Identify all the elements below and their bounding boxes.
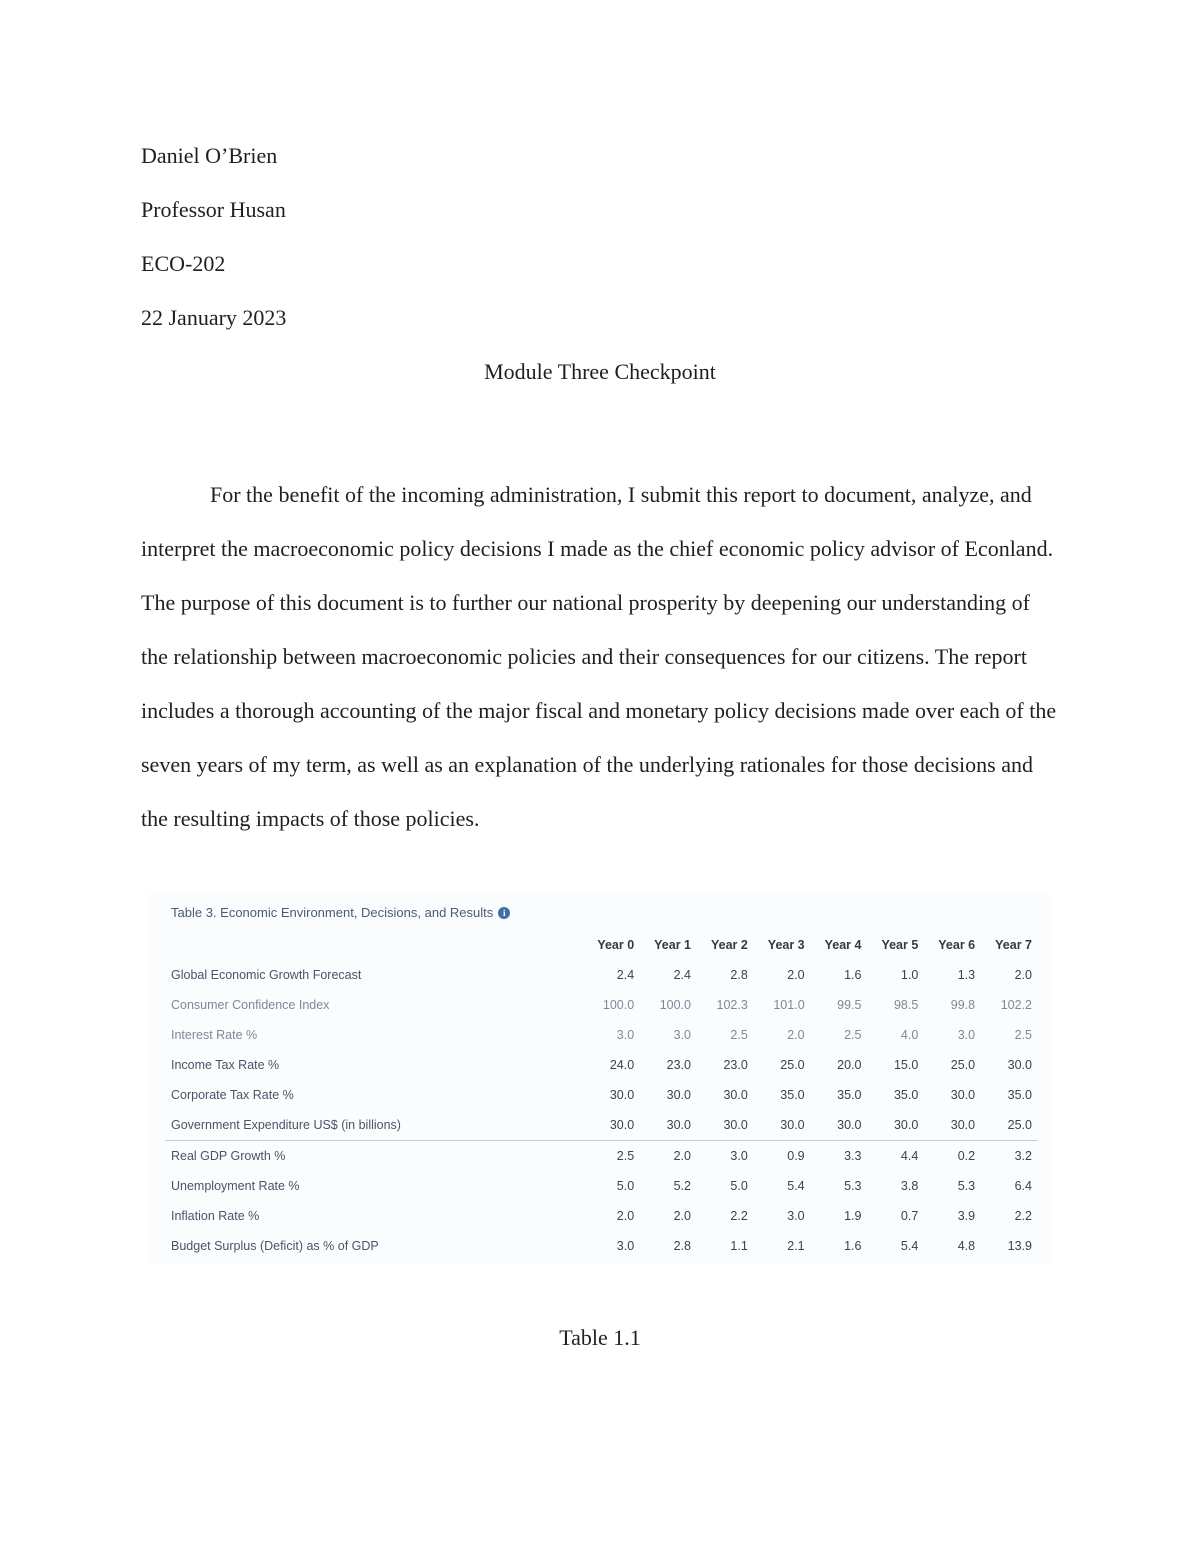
table-cell: 30.0 [666,1088,691,1102]
column-header: Year 7 [995,938,1032,952]
row-label: Budget Surplus (Deficit) as % of GDP [171,1239,379,1253]
table-cell: 30.0 [780,1118,805,1132]
row-label: Real GDP Growth % [165,1141,583,1172]
table-cell: 35.0 [837,1088,862,1102]
row-label: Global Economic Growth Forecast [171,968,362,982]
table-cell: 98.5 [893,998,919,1012]
table-cell: 30.0 [950,1118,976,1132]
table-row [165,1201,1038,1231]
table-cell: 2.5 [844,1028,862,1042]
table-cell: 1.3 [957,968,976,982]
table-cell: 24.0 [609,1058,635,1072]
row-label: Unemployment Rate % [171,1179,300,1193]
table-row [165,1141,1038,1172]
table-cell: 2.0 [640,1141,697,1172]
row-label: Inflation Rate % [171,1209,260,1223]
table-cell: 6.4 [1014,1179,1032,1193]
table-cell: 20.0 [837,1058,862,1072]
table-cell: 1.6 [844,968,862,982]
table-cell: 15.0 [893,1058,919,1072]
table-row [165,1050,1038,1080]
professor-name: Professor Husan [141,197,286,222]
table-cell: 1.6 [844,1239,862,1253]
table-cell: 25.0 [780,1058,805,1072]
table-cell: 3.8 [900,1179,919,1193]
table-row [165,1080,1038,1110]
author-name: Daniel O’Brien [141,143,278,168]
table-cell: 0.9 [754,1141,811,1172]
table-cell: 35.0 [1007,1088,1032,1102]
table-cell: 2.0 [673,1209,691,1223]
course-code: ECO-202 [141,251,226,276]
economic-results-table [165,930,1038,1261]
table-cell: 30.0 [723,1088,748,1102]
table-cell: 5.0 [730,1179,748,1193]
body-paragraph: For the benefit of the incoming administration, I submit this report to document, analyze, and interpret the macroeconomic policy decisions I made as the chief economic policy advisor of Econland. The purpose of this document is to further our national prosperity by deepening our understanding of the relationship between macroeconomic policies and their consequences for our citizens. The report includes a thorough accounting of the major fiscal and monetary policy decisions made over each of the seven years of my term, as well as an explanation of the underlying rationales for those decisions and the resulting impacts of those policies. [141,482,1057,831]
row-label: Consumer Confidence Index [171,998,330,1012]
table-cell: 2.2 [1014,1209,1032,1223]
table-cell: 2.2 [730,1209,748,1223]
table-cell: 3.9 [957,1209,976,1223]
table-cell: 99.5 [837,998,862,1012]
table-cell: 3.0 [673,1028,691,1042]
table-cell: 2.5 [583,1141,640,1172]
column-header: Year 3 [767,938,805,952]
table-cell: 3.0 [957,1028,976,1042]
table-header-row [165,930,1038,960]
table-cell: 102.2 [1000,998,1032,1012]
table-title [171,905,510,920]
table-cell: 5.3 [957,1179,976,1193]
row-label: Interest Rate % [171,1028,258,1042]
table-cell: 3.0 [697,1141,754,1172]
column-header: Year 4 [824,938,862,952]
table-cell: 2.5 [730,1028,748,1042]
table-cell: 3.0 [616,1028,635,1042]
table-cell: 1.0 [900,968,919,982]
document-title: Module Three Checkpoint [484,359,716,384]
table-cell: 2.8 [673,1239,691,1253]
table-cell: 4.0 [900,1028,919,1042]
table-cell: 2.0 [787,968,805,982]
table-cell: 2.0 [787,1028,805,1042]
table-cell: 13.9 [1007,1239,1032,1253]
table-cell: 30.0 [837,1118,862,1132]
table-cell: 23.0 [723,1058,748,1072]
table-cell: 5.4 [900,1239,919,1253]
table-cell: 100.0 [659,998,691,1012]
table-cell: 1.9 [844,1209,862,1223]
table-cell: 5.0 [616,1179,635,1193]
table-cell: 30.0 [950,1088,976,1102]
table-body [165,960,1038,1261]
table-cell: 2.1 [787,1239,805,1253]
table-cell: 35.0 [893,1088,919,1102]
column-header: Year 5 [881,938,919,952]
table-cell: 25.0 [1007,1118,1032,1132]
row-label: Corporate Tax Rate % [171,1088,294,1102]
column-header: Year 0 [597,938,635,952]
row-label: Income Tax Rate % [171,1058,280,1072]
table-cell: 30.0 [723,1118,748,1132]
row-label-header [165,930,583,960]
table-cell: 2.5 [1014,1028,1032,1042]
table-cell: 30.0 [1007,1058,1032,1072]
table-cell: 3.3 [811,1141,868,1172]
column-header: Year 2 [710,938,748,952]
table-cell: 100.0 [602,998,635,1012]
table-cell: 35.0 [780,1088,805,1102]
table-cell: 2.8 [730,968,748,982]
table-cell: 3.2 [981,1141,1038,1172]
table-cell: 5.2 [673,1179,691,1193]
table-cell: 0.2 [924,1141,981,1172]
table-cell: 3.0 [787,1209,805,1223]
table-cell: 5.4 [787,1179,805,1193]
column-header: Year 6 [938,938,976,952]
table-cell: 101.0 [773,998,805,1012]
table-cell: 1.1 [730,1239,748,1253]
table-cell: 30.0 [893,1118,919,1132]
row-label: Government Expenditure US$ (in billions) [171,1118,401,1132]
table-cell: 30.0 [666,1118,691,1132]
table-row [165,1020,1038,1050]
table-cell: 25.0 [950,1058,976,1072]
table-caption: Table 1.1 [559,1325,641,1350]
table-title-text: Table 3. Economic Environment, Decisions, and Results [171,905,494,920]
table-cell: 2.0 [1014,968,1032,982]
table-row [165,1110,1038,1141]
table-row [165,1231,1038,1261]
table-row [165,1171,1038,1201]
table-cell: 4.8 [957,1239,976,1253]
table-cell: 2.0 [616,1209,635,1223]
table-row [165,960,1038,990]
column-header: Year 1 [654,938,691,952]
table-row [165,990,1038,1020]
table-cell: 4.4 [867,1141,924,1172]
table-cell: 5.3 [844,1179,862,1193]
table-cell: 99.8 [950,998,976,1012]
table-cell: 30.0 [609,1118,635,1132]
table-screenshot [148,893,1051,1265]
table-cell: 3.0 [616,1239,635,1253]
table-cell: 2.4 [616,968,635,982]
table-cell: 2.4 [673,968,691,982]
table-cell: 102.3 [716,998,748,1012]
date: 22 January 2023 [141,305,287,330]
info-icon: i [498,907,510,919]
table-cell: 23.0 [666,1058,691,1072]
table-cell: 0.7 [900,1209,919,1223]
table-cell: 30.0 [609,1088,635,1102]
